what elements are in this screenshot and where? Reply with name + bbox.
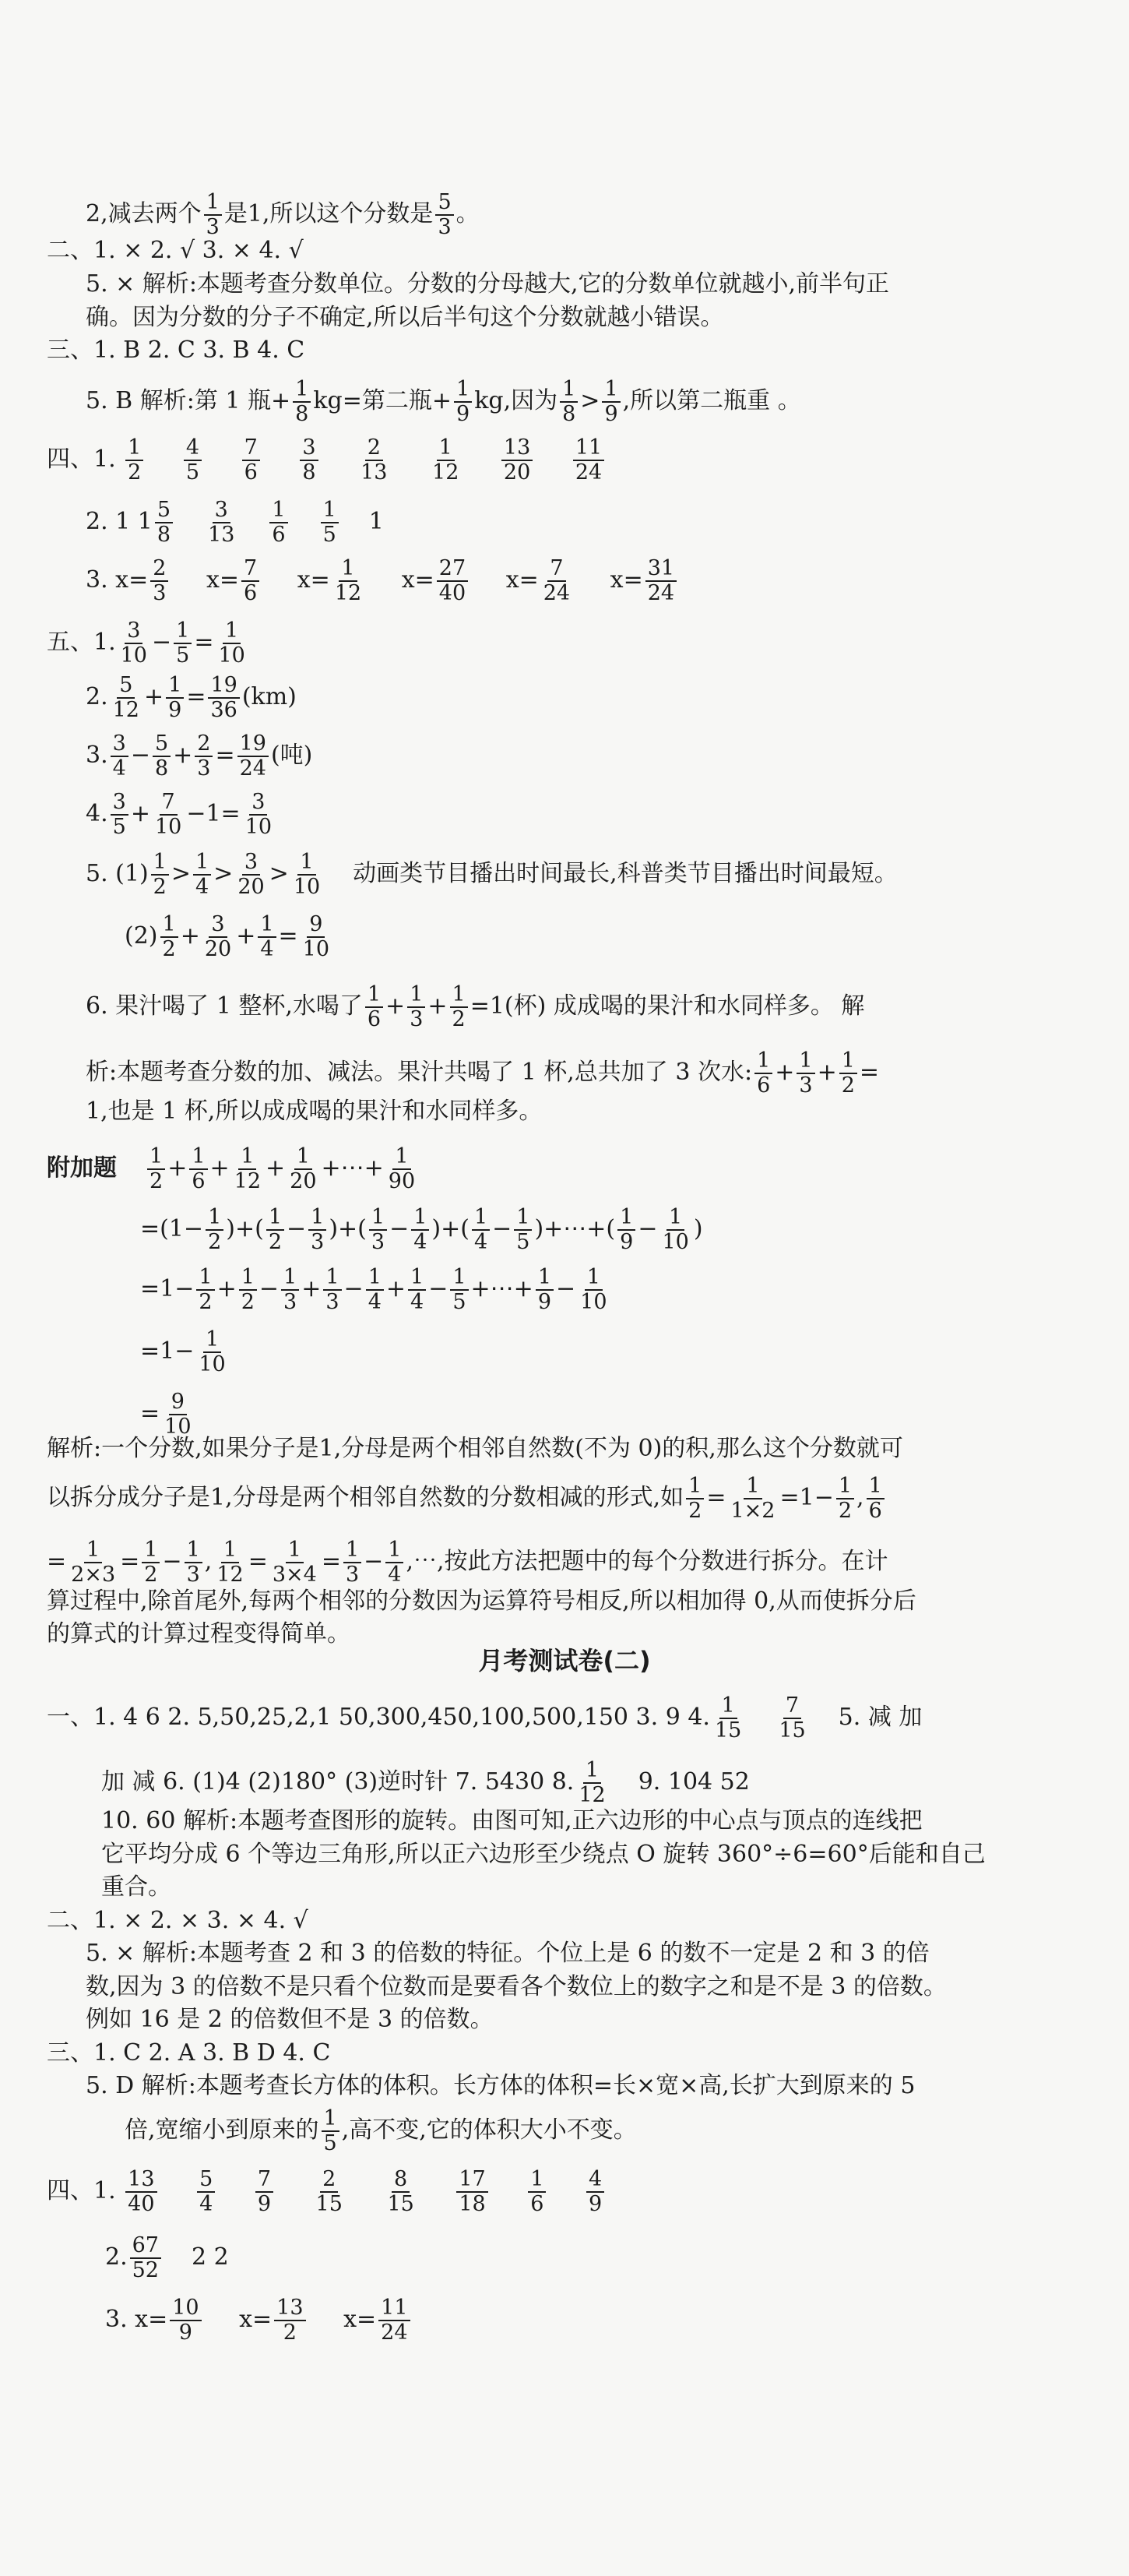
fraction: $\frac{5}{3}$ — [435, 191, 453, 239]
answer-line: 重合。 — [101, 1873, 171, 1901]
text: + — [236, 922, 256, 950]
text: − — [343, 1275, 364, 1302]
section-title: 月考测试卷(二) — [478, 1646, 651, 1676]
fraction: $\frac{19}{24}$ — [237, 732, 269, 781]
answer-line: 5. × 解析:本题考查 2 和 3 的倍数的特征。个位上是 6 的数不一定是 2 和 3 的倍 — [86, 1940, 930, 1967]
fraction: $\frac{2}{3}$ — [195, 732, 213, 781]
answer-line — [86, 499, 384, 547]
text: ,所以第二瓶重 。 — [622, 387, 801, 414]
fraction: $\frac{1}{2}$ — [686, 1475, 704, 1523]
fraction: $\frac{1}{5}$ — [321, 499, 339, 547]
fraction: $\frac{1}{5}$ — [450, 1266, 468, 1314]
text: 3. — [86, 742, 108, 769]
text: 2. — [105, 2243, 128, 2271]
text: =1(杯) 成成喝的果汁和水同样多。 解 — [470, 992, 865, 1020]
fraction: $\frac{1}{8}$ — [293, 378, 311, 426]
fraction: $\frac{1}{4}$ — [408, 1266, 426, 1314]
fraction: $\frac{1}{4}$ — [258, 913, 276, 961]
text: ,高不变,它的体积大小不变。 — [341, 2116, 637, 2144]
text: = — [186, 683, 206, 710]
text: =(1− — [140, 1215, 204, 1242]
text: x= — [239, 2306, 273, 2333]
text: = — [140, 1400, 160, 1427]
fraction: $\frac{1}{10}$ — [580, 1265, 607, 1314]
text: − — [287, 1215, 307, 1242]
text: − — [259, 1275, 280, 1302]
answer-line: 确。因为分数的分子不确定,所以后半句这个分数就越小错误。 — [86, 304, 724, 331]
fraction: $\frac{1}{2}$ — [196, 1266, 214, 1314]
text: 。 — [455, 200, 480, 227]
text: kg,因为 — [474, 387, 558, 414]
text: = — [278, 922, 298, 950]
text: + — [180, 922, 200, 950]
fraction: $\frac{1}{2}$ — [160, 913, 178, 961]
answer-line — [140, 1266, 612, 1314]
answer-line — [86, 791, 276, 839]
text: 四、1. — [47, 2177, 116, 2204]
text: − — [428, 1275, 448, 1302]
fraction: $\frac{1}{12}$ — [234, 1144, 262, 1193]
text: > — [580, 387, 600, 414]
fraction: $\frac{1}{9}$ — [602, 378, 620, 426]
fraction: $\frac{1}{2}$ — [142, 1538, 160, 1587]
text: 加 减 6. (1)4 (2)180° (3)逆时针 7. 5430 8. — [101, 1768, 575, 1795]
fraction: $\frac{1}{3\times 4}$ — [272, 1538, 317, 1587]
text: 以拆分成分子是1,分母是两个相邻自然数的分数相减的形式,如 — [47, 1484, 684, 1511]
fraction: $\frac{1}{5}$ — [322, 2107, 339, 2155]
text: 2. 1 1 — [86, 508, 153, 535]
fraction: $\frac{1}{10}$ — [218, 618, 245, 668]
fraction: $\frac{1}{1\times 2}$ — [730, 1474, 776, 1523]
fraction: $\frac{1}{2}$ — [836, 1475, 854, 1523]
answer-line: 它平均分成 6 个等边三角形,所以正六边形至少绕点 O 旋转 360°÷6=60°后能和自己 — [101, 1841, 986, 1868]
text: − — [151, 629, 172, 656]
fraction: $\frac{7}{6}$ — [241, 557, 259, 605]
text: x= — [297, 566, 330, 594]
answer-line: 5. × 解析:本题考查分数单位。分数的分母越大,它的分数单位就越小,前半句正 — [86, 270, 890, 298]
answer-line: 1,也是 1 杯,所以成成喝的果汁和水同样多。 — [86, 1098, 543, 1125]
answer-line — [47, 1694, 922, 1743]
fraction: $\frac{1}{2}$ — [125, 436, 143, 485]
text: + — [775, 1059, 795, 1086]
text: x= — [505, 566, 539, 594]
answer-line: 二、1. × 2. × 3. × 4. √ — [47, 1907, 308, 1934]
fraction: $\frac{1}{12}$ — [579, 1758, 606, 1807]
text: 五、1. — [47, 629, 116, 656]
text: + — [209, 1154, 230, 1182]
fraction: $\frac{5}{4}$ — [197, 2168, 215, 2216]
answer-line — [140, 1328, 230, 1376]
fraction: $\frac{13}{20}$ — [501, 436, 533, 485]
fraction: $\frac{1}{15}$ — [714, 1693, 742, 1743]
answer-line — [86, 732, 312, 781]
text: − — [364, 1548, 384, 1575]
text: − — [130, 742, 150, 769]
text: (吨) — [270, 742, 313, 769]
fraction: $\frac{1}{3}$ — [323, 1266, 341, 1314]
fraction: $\frac{5}{12}$ — [112, 673, 139, 722]
fraction: $\frac{1}{3}$ — [185, 1538, 202, 1587]
fraction: $\frac{1}{3}$ — [281, 1266, 299, 1314]
answer-line — [86, 557, 679, 605]
fraction: $\frac{13}{2}$ — [274, 2296, 305, 2345]
text: +⋯+ — [321, 1154, 384, 1182]
text: +⋯+ — [470, 1275, 533, 1302]
text: − — [389, 1215, 410, 1242]
text: 5. B 解析:第 1 瓶+ — [86, 387, 291, 414]
fraction: $\frac{7}{10}$ — [154, 790, 182, 839]
text: + — [167, 1154, 188, 1182]
text: = — [706, 1484, 726, 1511]
text: )+( — [226, 1215, 264, 1242]
fraction: $\frac{27}{40}$ — [437, 557, 468, 605]
fraction: $\frac{1}{6}$ — [867, 1475, 885, 1523]
answer-line: 三、1. B 2. C 3. B 4. C — [47, 337, 305, 364]
fraction: $\frac{1}{9}$ — [617, 1206, 635, 1254]
text: 3. x= — [86, 566, 149, 594]
text: + — [266, 1154, 286, 1182]
fraction: $\frac{1}{5}$ — [174, 619, 192, 668]
answer-line — [47, 1145, 420, 1193]
fraction: $\frac{1}{9}$ — [166, 674, 184, 722]
fraction: $\frac{1}{6}$ — [528, 2168, 546, 2216]
fraction: $\frac{31}{24}$ — [645, 557, 677, 605]
fraction: $\frac{1}{4}$ — [366, 1266, 384, 1314]
text: = — [859, 1059, 880, 1086]
text: ,⋯,按此方法把题中的每个分数进行拆分。在计 — [406, 1548, 888, 1575]
fraction: $\frac{4}{9}$ — [586, 2168, 604, 2216]
answer-line: 5. D 解析:本题考查长方体的体积。长方体的体积=长×宽×高,长扩大到原来的 5 — [86, 2072, 916, 2099]
text: = — [194, 629, 214, 656]
text: = — [215, 742, 235, 769]
answer-line — [86, 1049, 879, 1098]
fraction: $\frac{1}{4}$ — [193, 851, 211, 899]
text: − — [556, 1275, 576, 1302]
answer-line: 三、1. C 2. A 3. B D 4. C — [47, 2039, 331, 2067]
answer-line: 二、1. × 2. √ 3. × 4. √ — [47, 237, 304, 264]
text: 5. 减 加 — [838, 1704, 923, 1731]
fraction: $\frac{1}{9}$ — [454, 378, 472, 426]
text: = — [120, 1548, 140, 1575]
text: kg=第二瓶+ — [313, 387, 452, 414]
text: )+( — [431, 1215, 470, 1242]
answer-line: 的算式的计算过程变得简单。 — [47, 1620, 350, 1647]
fraction: $\frac{1}{2}$ — [239, 1266, 257, 1314]
fraction: $\frac{19}{36}$ — [208, 674, 239, 722]
fraction: $\frac{1}{4}$ — [385, 1538, 403, 1587]
fraction: $\frac{1}{6}$ — [754, 1049, 772, 1098]
fraction: $\frac{1}{3}$ — [369, 1206, 387, 1254]
text: > — [171, 860, 191, 887]
fraction: $\frac{1}{10}$ — [293, 850, 321, 899]
text: 1 — [368, 508, 384, 535]
fraction: $\frac{7}{9}$ — [255, 2168, 273, 2216]
fraction: $\frac{1}{2}$ — [151, 851, 169, 899]
text: x= — [206, 566, 240, 594]
text: 倍,宽缩小到原来的 — [125, 2116, 319, 2144]
fraction: $\frac{1}{4}$ — [411, 1206, 429, 1254]
fraction: $\frac{1}{10}$ — [662, 1205, 689, 1254]
text: + — [427, 992, 448, 1020]
answer-line — [125, 913, 334, 961]
answer-line — [47, 2168, 607, 2216]
text: 5. (1) — [86, 860, 149, 887]
fraction: $\frac{1}{2\times 3}$ — [71, 1538, 116, 1587]
fraction: $\frac{2}{15}$ — [315, 2167, 343, 2216]
text: + — [385, 992, 406, 1020]
fraction: $\frac{17}{18}$ — [456, 2168, 487, 2216]
text: + — [216, 1275, 237, 1302]
text: + — [385, 1275, 406, 1302]
fraction: $\frac{1}{9}$ — [536, 1266, 554, 1314]
fraction: $\frac{1}{12}$ — [432, 435, 459, 485]
fraction: $\frac{1}{5}$ — [514, 1206, 532, 1254]
text: 四、1. — [47, 446, 116, 473]
text: − — [162, 1548, 182, 1575]
text: )+( — [329, 1215, 367, 1242]
text: = — [321, 1548, 341, 1575]
answer-line — [47, 1475, 887, 1523]
text: )+⋯+( — [534, 1215, 616, 1242]
text: (km) — [241, 683, 297, 710]
answer-line — [125, 2107, 637, 2155]
answer-line — [47, 436, 607, 485]
fraction: $\frac{11}{24}$ — [573, 436, 604, 485]
answer-line: 例如 16 是 2 的倍数但不是 3 的倍数。 — [86, 2006, 494, 2033]
answer-line — [86, 851, 898, 899]
fraction: $\frac{1}{2}$ — [450, 983, 468, 1031]
fraction: $\frac{1}{3}$ — [204, 191, 222, 239]
text: 一、1. 4 6 2. 5,50,25,2,1 50,300,450,100,500,150 3. 9 4. — [47, 1704, 710, 1731]
answer-line — [86, 983, 864, 1031]
fraction: $\frac{4}{5}$ — [184, 436, 202, 485]
answer-line — [47, 619, 250, 668]
text: > — [213, 860, 234, 887]
fraction: $\frac{1}{6}$ — [365, 983, 383, 1031]
fraction: $\frac{1}{6}$ — [269, 499, 287, 547]
text: + — [130, 800, 150, 827]
fraction: $\frac{1}{3}$ — [343, 1538, 361, 1587]
fraction: $\frac{3}{20}$ — [237, 850, 265, 899]
answer-line — [101, 1759, 750, 1807]
fraction: $\frac{1}{3}$ — [308, 1206, 326, 1254]
answer-line — [47, 1538, 888, 1587]
text: > — [269, 860, 289, 887]
fraction: $\frac{7}{24}$ — [543, 556, 571, 605]
fraction: $\frac{10}{9}$ — [170, 2296, 201, 2345]
answer-line — [86, 191, 480, 239]
answer-line — [140, 1390, 196, 1439]
text: 6. 果汁喝了 1 整杯,水喝了 — [86, 992, 363, 1020]
fraction: $\frac{3}{13}$ — [208, 498, 235, 547]
fraction: $\frac{13}{40}$ — [125, 2168, 157, 2216]
answer-line: 算过程中,除首尾外,每两个相邻的分数因为运算符号相反,所以相加得 0,从而使拆分后 — [47, 1588, 916, 1615]
answer-line: 解析:一个分数,如果分子是1,分母是两个相邻自然数(不为 0)的积,那么这个分数就可 — [47, 1435, 903, 1462]
fraction: $\frac{1}{12}$ — [216, 1538, 244, 1587]
fraction: $\frac{1}{20}$ — [290, 1144, 317, 1193]
text: + — [301, 1275, 322, 1302]
text: + — [143, 683, 164, 710]
fraction: $\frac{5}{8}$ — [155, 499, 173, 547]
text: =1− — [779, 1484, 834, 1511]
text: − — [638, 1215, 658, 1242]
text: =1− — [140, 1337, 195, 1365]
text: = — [47, 1548, 67, 1575]
fraction: $\frac{1}{8}$ — [560, 378, 578, 426]
text: ) — [693, 1215, 703, 1242]
text: 3. x= — [105, 2306, 168, 2333]
fraction: $\frac{3}{5}$ — [111, 791, 128, 839]
fraction: $\frac{3}{10}$ — [244, 790, 273, 839]
fraction: $\frac{11}{24}$ — [378, 2296, 410, 2345]
answer-line — [86, 378, 801, 426]
fraction: $\frac{1}{2}$ — [206, 1206, 223, 1254]
fraction: $\frac{1}{12}$ — [334, 556, 362, 605]
fraction: $\frac{1}{6}$ — [189, 1145, 207, 1193]
answer-line — [86, 674, 297, 722]
fraction: $\frac{1}{90}$ — [388, 1144, 416, 1193]
fraction: $\frac{1}{3}$ — [407, 983, 425, 1031]
text: , — [856, 1484, 864, 1511]
fraction: $\frac{3}{10}$ — [120, 618, 147, 668]
fraction: $\frac{3}{8}$ — [300, 436, 318, 485]
text: =1− — [140, 1275, 195, 1302]
fraction: $\frac{5}{8}$ — [153, 732, 171, 781]
fraction: $\frac{2}{3}$ — [150, 557, 168, 605]
text: , — [204, 1548, 213, 1575]
answer-line: 10. 60 解析:本题考查图形的旋转。由图可知,正六边形的中心点与顶点的连线把 — [101, 1807, 923, 1834]
answer-line: 数,因为 3 的倍数不是只看个位数而是要看各个数位上的数字之和是不是 3 的倍数。 — [86, 1973, 947, 2000]
fraction: $\frac{3}{4}$ — [111, 732, 128, 781]
text: + — [817, 1059, 837, 1086]
fraction: $\frac{3}{20}$ — [204, 912, 232, 961]
text: x= — [343, 2306, 377, 2333]
fraction: $\frac{1}{4}$ — [472, 1206, 490, 1254]
text: − — [492, 1215, 512, 1242]
fraction: $\frac{1}{2}$ — [147, 1145, 165, 1193]
fraction: $\frac{67}{52}$ — [130, 2234, 161, 2282]
text: = — [248, 1548, 268, 1575]
fraction: $\frac{8}{15}$ — [387, 2167, 414, 2216]
fraction: $\frac{1}{10}$ — [199, 1327, 226, 1376]
text: 析:本题考查分数的加、减法。果汁共喝了 1 杯,总共加了 3 次水: — [86, 1059, 753, 1086]
answer-line — [105, 2234, 229, 2282]
text: 4. — [86, 800, 108, 827]
text: 附加题 — [47, 1154, 117, 1182]
text: 是1,所以这个分数是 — [223, 200, 434, 227]
fraction: $\frac{2}{13}$ — [361, 435, 388, 485]
text: x= — [401, 566, 434, 594]
text: 9. 104 52 — [638, 1768, 750, 1795]
text: 2 2 — [191, 2243, 229, 2271]
text: −1= — [186, 800, 241, 827]
fraction: $\frac{9}{10}$ — [302, 912, 330, 961]
fraction: $\frac{7}{6}$ — [242, 436, 260, 485]
text: 动画类节目播出时间最长,科普类节目播出时间最短。 — [353, 860, 898, 887]
fraction: $\frac{1}{2}$ — [839, 1049, 857, 1098]
text: + — [173, 742, 193, 769]
fraction: $\frac{9}{10}$ — [164, 1390, 192, 1439]
answer-line — [140, 1206, 703, 1254]
text: (2) — [125, 922, 158, 950]
text: 2,减去两个 — [86, 200, 202, 227]
fraction: $\frac{1}{2}$ — [266, 1206, 284, 1254]
fraction: $\frac{7}{15}$ — [779, 1693, 806, 1743]
text: 2. — [86, 683, 108, 710]
fraction: $\frac{1}{3}$ — [797, 1049, 814, 1098]
text: x= — [610, 566, 643, 594]
answer-line — [105, 2296, 413, 2345]
